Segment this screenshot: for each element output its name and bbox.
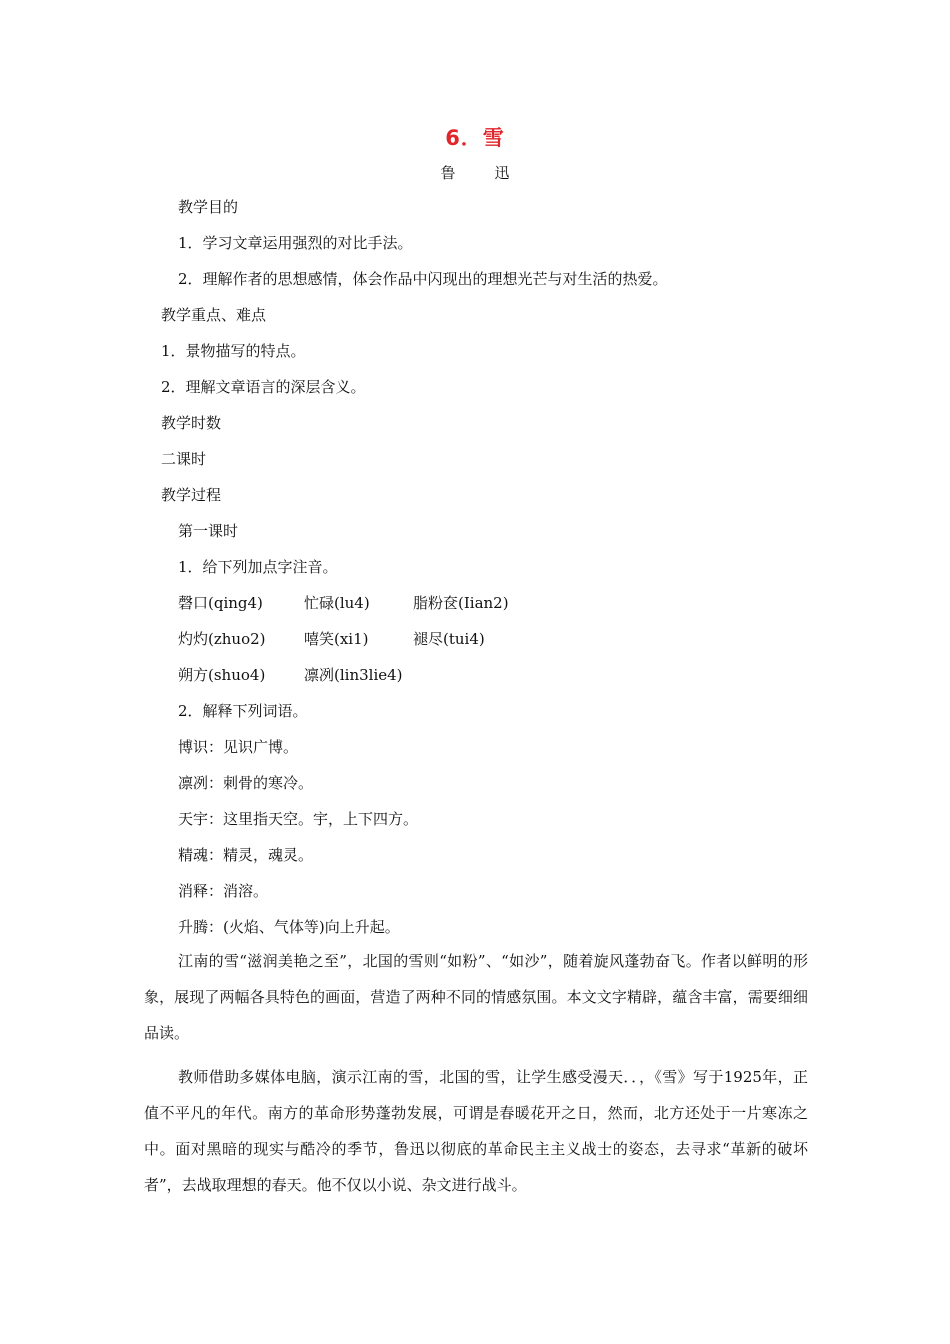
pinyin-item: 朔方(shuo4) — [178, 666, 266, 684]
body-paragraph-snow-contrast: 江南的雪“滋润美艳之至”，北国的雪则“如粉”、“如沙”，随着旋风蓬勃奋飞。作者以鲜明的形象，展现了两幅各具特色的画面，营造了两种不同的情感氛围。本文文字精辟，蕴含丰富，需要细细品读。 — [144, 952, 808, 1042]
heading-class-hours: 教学时数 — [161, 414, 222, 432]
vocab-item: 精魂：精灵，魂灵。 — [178, 846, 314, 864]
exercise-vocab-heading: 2．解释下列词语。 — [178, 702, 308, 720]
goal-item-2: 2．理解作者的思想感情，体会作品中闪现出的理想光芒与对生活的热爱。 — [178, 270, 668, 288]
document-author: 鲁 迅 — [440, 164, 522, 182]
goal-item-1: 1．学习文章运用强烈的对比手法。 — [178, 234, 413, 252]
heading-key-points: 教学重点、难点 — [161, 306, 267, 324]
body-paragraph-background: 教师借助多媒体电脑，演示江南的雪，北国的雪，让学生感受漫天．．，《雪》写于1925年，正值不平凡的年代。南方的革命形势蓬勃发展，可谓是春暖花开之日，然而，北方还处于一片寒冻之中。面对黑暗的现实与酷冷的季节，鲁迅以彻底的革命民主主义战士的姿态，去寻求“革新的破坏者”，去战取理想的春天。他不仅以小说、杂文进行战斗。 — [144, 1068, 808, 1194]
vocab-item: 天宇：这里指天空。宇，上下四方。 — [178, 810, 419, 828]
heading-first-lesson: 第一课时 — [178, 522, 239, 540]
heading-teaching-goals: 教学目的 — [178, 198, 239, 216]
exercise-pinyin-heading: 1．给下列加点字注音。 — [178, 558, 338, 576]
key-point-1: 1．景物描写的特点。 — [161, 342, 306, 360]
class-hours-value: 二课时 — [161, 450, 207, 468]
vocab-item: 凛冽：刺骨的寒冷。 — [178, 774, 314, 792]
heading-teaching-process: 教学过程 — [161, 486, 222, 504]
pinyin-item: 凛冽(lin3lie4) — [304, 666, 403, 684]
key-point-2: 2．理解文章语言的深层含义。 — [161, 378, 366, 396]
document-title: 6．雪 — [445, 126, 505, 150]
pinyin-item: 灼灼(zhuo2) — [178, 630, 266, 648]
pinyin-item: 脂粉奁(Iian2) — [413, 594, 509, 612]
pinyin-item: 忙碌(lu4) — [304, 594, 370, 612]
vocab-item: 升腾：(火焰、气体等)向上升起。 — [178, 918, 400, 936]
pinyin-item: 褪尽(tui4) — [413, 630, 485, 648]
pinyin-item: 磬口(qing4) — [178, 594, 263, 612]
pinyin-item: 嘻笑(xi1) — [304, 630, 369, 648]
vocab-item: 消释：消溶。 — [178, 882, 269, 900]
vocab-item: 博识：见识广博。 — [178, 738, 299, 756]
